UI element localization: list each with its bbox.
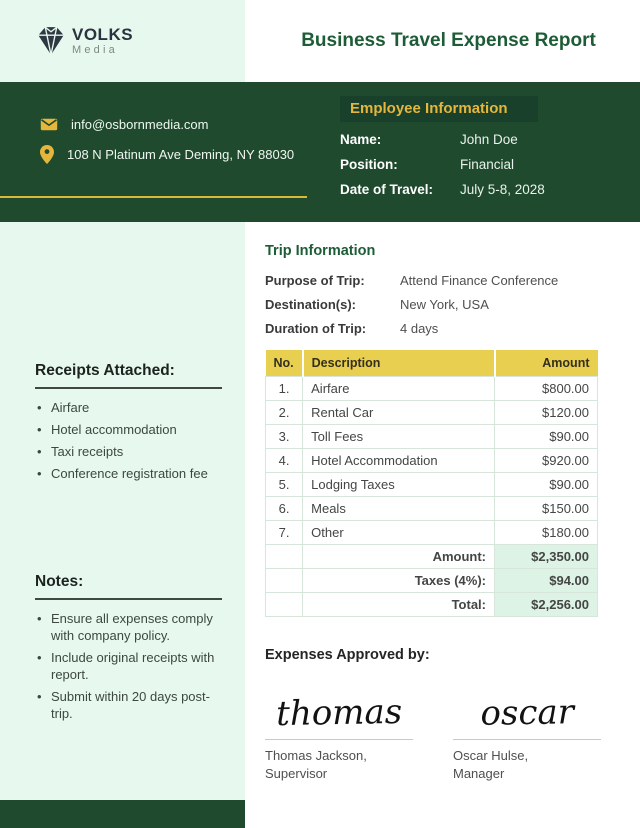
- cell-no: 4.: [266, 449, 303, 473]
- notes-heading: Notes:: [35, 573, 222, 600]
- cell-description: Lodging Taxes: [303, 473, 495, 497]
- employee-fields: [340, 132, 640, 197]
- signer-info: [265, 739, 413, 783]
- trip-row-destination: [265, 297, 640, 312]
- signer-role: Supervisor: [265, 766, 328, 782]
- summary-label: Total:: [303, 593, 495, 617]
- table-header-description: Description: [303, 350, 495, 377]
- sidebar: [0, 222, 245, 800]
- approval-section: [265, 647, 640, 783]
- notes-section: [35, 573, 222, 723]
- table-row: [266, 401, 598, 425]
- trip-section: [265, 243, 640, 336]
- signer-name: Thomas Jackson,: [265, 748, 367, 763]
- header-row: [0, 0, 640, 82]
- table-row: [266, 497, 598, 521]
- employee-section: [307, 82, 640, 222]
- approval-heading: Expenses Approved by:: [265, 647, 430, 663]
- address-row: [40, 145, 307, 164]
- signature-row: [265, 669, 640, 783]
- cell-no: 5.: [266, 473, 303, 497]
- gold-divider: [0, 196, 307, 198]
- receipts-heading: Receipts Attached:: [35, 362, 222, 389]
- list-item: • Airfare: [35, 399, 222, 416]
- table-row: [266, 425, 598, 449]
- brand-text: [72, 26, 133, 56]
- contact-section: [0, 82, 307, 222]
- signature-script: oscar: [480, 692, 575, 734]
- address-text: 108 N Platinum Ave Deming, NY 88030: [67, 147, 295, 162]
- table-row: [266, 377, 598, 401]
- field-label: Destination(s):: [265, 297, 356, 312]
- field-label: Position:: [340, 157, 398, 172]
- summary-label: Amount:: [303, 545, 495, 569]
- field-label: Date of Travel:: [340, 182, 434, 197]
- cell-amount: $920.00: [495, 449, 598, 473]
- email-icon: [40, 118, 58, 131]
- cell-amount: $90.00: [495, 425, 598, 449]
- trip-heading: Trip Information: [265, 243, 376, 259]
- summary-value: $94.00: [495, 569, 598, 593]
- cell-empty: [266, 593, 303, 617]
- table-header-no: No.: [266, 350, 303, 377]
- email-row: [40, 117, 307, 132]
- table-row: [266, 521, 598, 545]
- email-text: info@osbornmedia.com: [71, 117, 209, 132]
- cell-description: Toll Fees: [303, 425, 495, 449]
- location-icon: [40, 145, 54, 164]
- receipts-list: [35, 399, 222, 483]
- table-row: [266, 449, 598, 473]
- field-value: July 5-8, 2028: [460, 182, 545, 197]
- field-label: Purpose of Trip:: [265, 273, 365, 288]
- cell-no: 2.: [266, 401, 303, 425]
- trip-row-purpose: [265, 273, 640, 288]
- list-item: • Conference registration fee: [35, 465, 222, 482]
- signature-block-supervisor: [265, 669, 413, 783]
- employee-heading: Employee Information: [340, 96, 538, 122]
- signer-info: [453, 739, 601, 783]
- table-row: [266, 473, 598, 497]
- list-item: • Taxi receipts: [35, 443, 222, 460]
- gem-icon: [37, 26, 65, 56]
- cell-no: 7.: [266, 521, 303, 545]
- cell-description: Hotel Accommodation: [303, 449, 495, 473]
- info-band: [0, 82, 640, 222]
- table-header-amount: Amount: [495, 350, 598, 377]
- list-item: • Submit within 20 days post-trip.: [35, 688, 222, 722]
- cell-no: 6.: [266, 497, 303, 521]
- brand-name: VOLKS: [72, 25, 134, 45]
- cell-no: 1.: [266, 377, 303, 401]
- field-value: New York, USA: [400, 297, 489, 312]
- list-item: • Include original receipts with report.: [35, 649, 222, 683]
- content-column: [245, 222, 640, 800]
- field-value: Attend Finance Conference: [400, 273, 559, 288]
- footer-accent-block: [0, 800, 245, 828]
- summary-label: Taxes (4%):: [303, 569, 495, 593]
- signature-script: thomas: [275, 691, 403, 735]
- field-label: Name:: [340, 132, 382, 147]
- footer-row: [0, 800, 640, 828]
- summary-row: [266, 593, 598, 617]
- receipts-section: [35, 362, 222, 483]
- employee-field-position: [340, 157, 640, 172]
- employee-field-travel-date: [340, 182, 640, 197]
- trip-row-duration: [265, 321, 640, 336]
- logo-block: [0, 0, 245, 82]
- brand-subname: Media: [72, 43, 118, 56]
- brand-logo: [37, 26, 133, 56]
- cell-amount: $90.00: [495, 473, 598, 497]
- signer-role: Manager: [453, 766, 505, 782]
- summary-row: [266, 545, 598, 569]
- cell-amount: $180.00: [495, 521, 598, 545]
- summary-value: $2,256.00: [495, 593, 598, 617]
- cell-empty: [266, 569, 303, 593]
- title-block: [245, 0, 640, 82]
- cell-empty: [266, 545, 303, 569]
- page-title: Business Travel Expense Report: [301, 30, 596, 51]
- signature-block-manager: [453, 669, 601, 783]
- cell-description: Airfare: [303, 377, 495, 401]
- table-header-row: [266, 350, 598, 377]
- expense-table: [265, 350, 598, 617]
- field-value: John Doe: [460, 132, 518, 147]
- cell-description: Rental Car: [303, 401, 495, 425]
- cell-description: Other: [303, 521, 495, 545]
- cell-amount: $150.00: [495, 497, 598, 521]
- list-item: • Ensure all expenses comply with company policy.: [35, 610, 222, 644]
- field-value: Financial: [460, 157, 515, 172]
- notes-list: [35, 610, 222, 723]
- field-value: 4 days: [400, 321, 439, 336]
- employee-field-name: [340, 132, 640, 147]
- field-label: Duration of Trip:: [265, 321, 367, 336]
- summary-row: [266, 569, 598, 593]
- cell-description: Meals: [303, 497, 495, 521]
- list-item: • Hotel accommodation: [35, 421, 222, 438]
- main-area: [0, 222, 640, 800]
- signer-name: Oscar Hulse,: [453, 748, 529, 763]
- cell-amount: $120.00: [495, 401, 598, 425]
- cell-amount: $800.00: [495, 377, 598, 401]
- cell-no: 3.: [266, 425, 303, 449]
- summary-value: $2,350.00: [495, 545, 598, 569]
